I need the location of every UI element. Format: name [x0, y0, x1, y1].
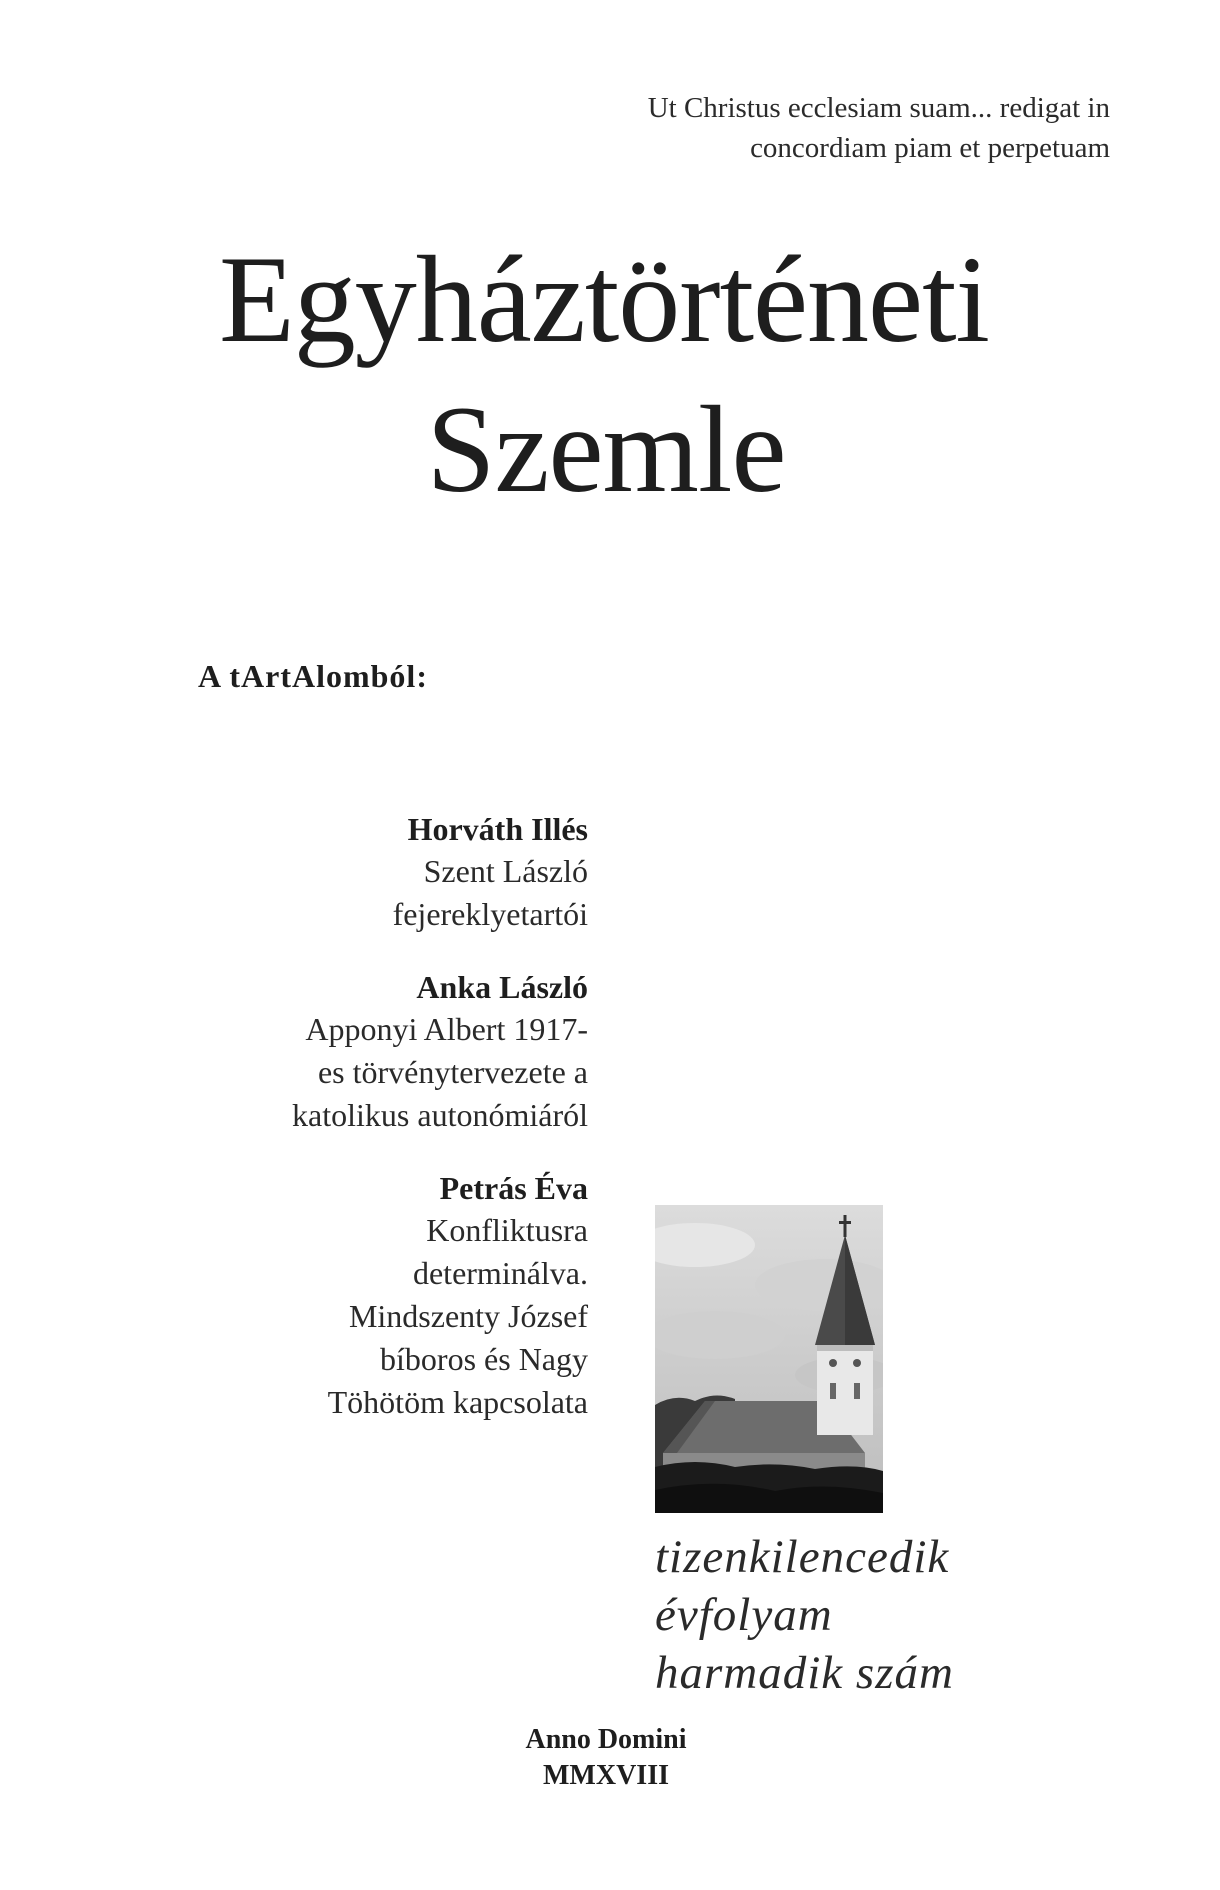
motto	[648, 88, 1110, 168]
article-title-line: Szent László	[423, 853, 588, 889]
article-title-line: es törvénytervezete a	[317, 1054, 588, 1090]
article-title-line: Konfliktusra	[426, 1212, 588, 1248]
church-photo	[655, 1205, 883, 1513]
issue-line-1: tizenkilencedik	[655, 1531, 950, 1583]
article-entry	[148, 1167, 588, 1424]
contents-heading: A tArtAlomból:	[198, 658, 428, 694]
article-author: Anka László	[416, 969, 588, 1005]
article-title-line: Mindszenty József	[348, 1298, 588, 1334]
article-title-line: fejereklyetartói	[392, 896, 588, 932]
article-author: Horváth Illés	[407, 811, 588, 847]
journal-title-line-1: Egyháztörténeti	[219, 231, 989, 368]
publication-year	[0, 1722, 1212, 1794]
motto-line-1: Ut Christus ecclesiam suam... redigat in	[647, 92, 1110, 124]
issue-info	[655, 1528, 954, 1702]
year-line-1: Anno Domini	[525, 1724, 687, 1755]
article-entry	[148, 966, 588, 1137]
journal-title	[0, 225, 1220, 525]
article-title-line: determinálva.	[412, 1255, 588, 1291]
motto-line-2: concordiam piam et perpetuam	[750, 132, 1110, 164]
journal-title-line-2: Szemle	[426, 381, 786, 518]
article-list	[148, 808, 588, 1454]
year-line-2: MMXVIII	[543, 1760, 669, 1791]
article-entry	[148, 808, 588, 936]
article-title-line: katolikus autonómiáról	[292, 1097, 588, 1133]
article-title-line: bíboros és Nagy	[380, 1341, 588, 1377]
article-author: Petrás Éva	[439, 1170, 588, 1206]
issue-line-2: évfolyam	[655, 1589, 833, 1641]
article-title-line: Töhötöm kapcsolata	[327, 1384, 588, 1420]
article-title-line: Apponyi Albert 1917-	[305, 1011, 588, 1047]
issue-line-3: harmadik szám	[655, 1647, 954, 1699]
